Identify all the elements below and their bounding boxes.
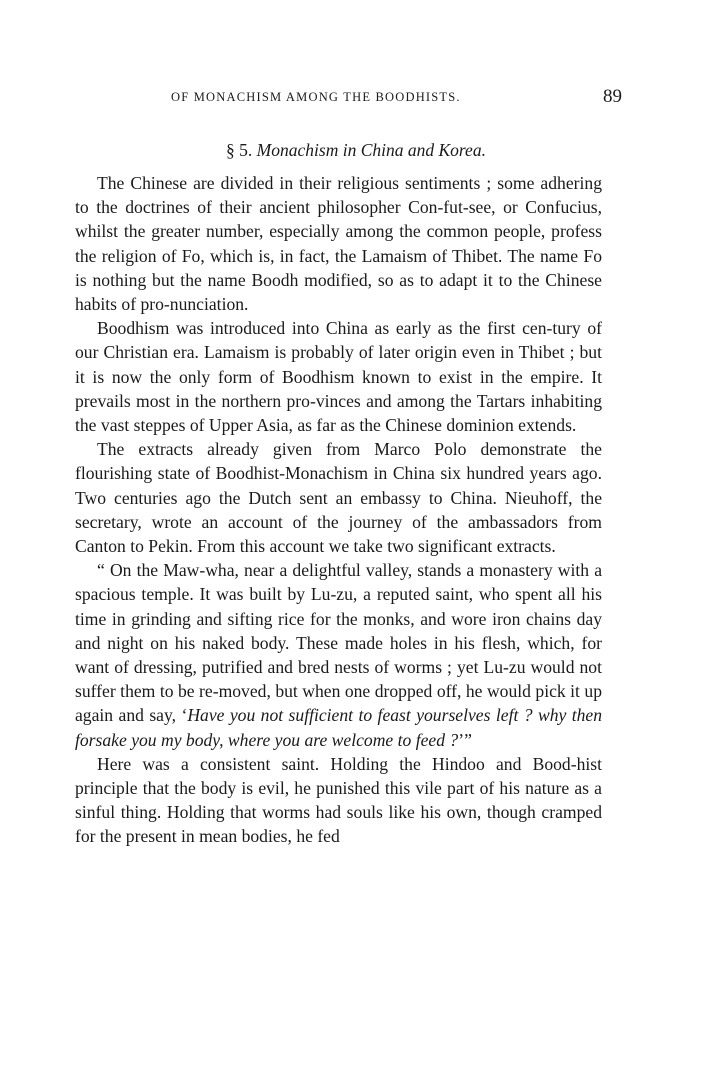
running-head-title: OF MONACHISM AMONG THE BOODHISTS.: [171, 90, 461, 104]
quote-italic-speech: Have you not sufficient to feast yourselves left ? why then forsake you my body, where you are welcome to feed ?: [75, 705, 603, 750]
section-heading: [0, 140, 712, 161]
paragraph-boodhism-introduction: Boodhism was introduced into China as early as the first cen-tury of our Christian era. Lamaism is probably of later origin even in Thibet ; but it is now the only form of Boodhism known to exist in the empire. It prevails most in the northern pro-vinces and among the Tartars inhabiting the vast steppes of Upper Asia, as far as the Chinese dominion extends.: [75, 318, 602, 436]
body-text: [75, 171, 602, 849]
page-number: 89: [603, 86, 622, 107]
paragraph-chinese-religion: The Chinese are divided in their religious sentiments ; some adhering to the doctrines of their ancient philosopher Con-fut-see, or Confucius, whilst the greater number, especially among the common people, profess the religion of Fo, which is, in fact, the Lamaism of Thibet. The name Fo is nothing but the name Boodh modified, so as to adapt it to the Chinese habits of pro-nunciation.: [75, 173, 602, 315]
running-head: [76, 86, 636, 108]
section-number: § 5.: [226, 140, 253, 160]
quote-close: ’”: [458, 729, 472, 750]
paragraph-marco-polo: The extracts already given from Marco Polo demonstrate the flourishing state of Boodhist-Monachism in China six hundred years ago. Two centuries ago the Dutch sent an embassy to China. Nieuhoff, the secretary, wrote an account of the journey of the ambassadors from Canton to Pekin. From this account we take two significant extracts.: [75, 439, 602, 557]
quote-paragraph-lu-zu: [75, 558, 602, 752]
paragraph-consistent-saint: Here was a consistent saint. Holding the Hindoo and Bood-hist principle that the body is evil, he punished this vile part of his nature as a sinful thing. Holding that worms had souls like his own, though cramped for the present in mean bodies, he fed: [75, 753, 602, 847]
section-title: Monachism in China and Korea.: [256, 140, 486, 160]
quote-text: “ On the Maw-wha, near a delightful valley, stands a monastery with a spacious temple. It was built by Lu-zu, a reputed saint, who spent all his time in grinding and sifting rice for the monks, and wore iron chains day and night on his naked body. These made holes in his flesh, which, for want of dressing, putrified and bred nests of worms ; yet Lu-zu would not suffer them to be re-moved, but when one dropped off, he would pick it up again and say, ‘: [75, 560, 602, 726]
